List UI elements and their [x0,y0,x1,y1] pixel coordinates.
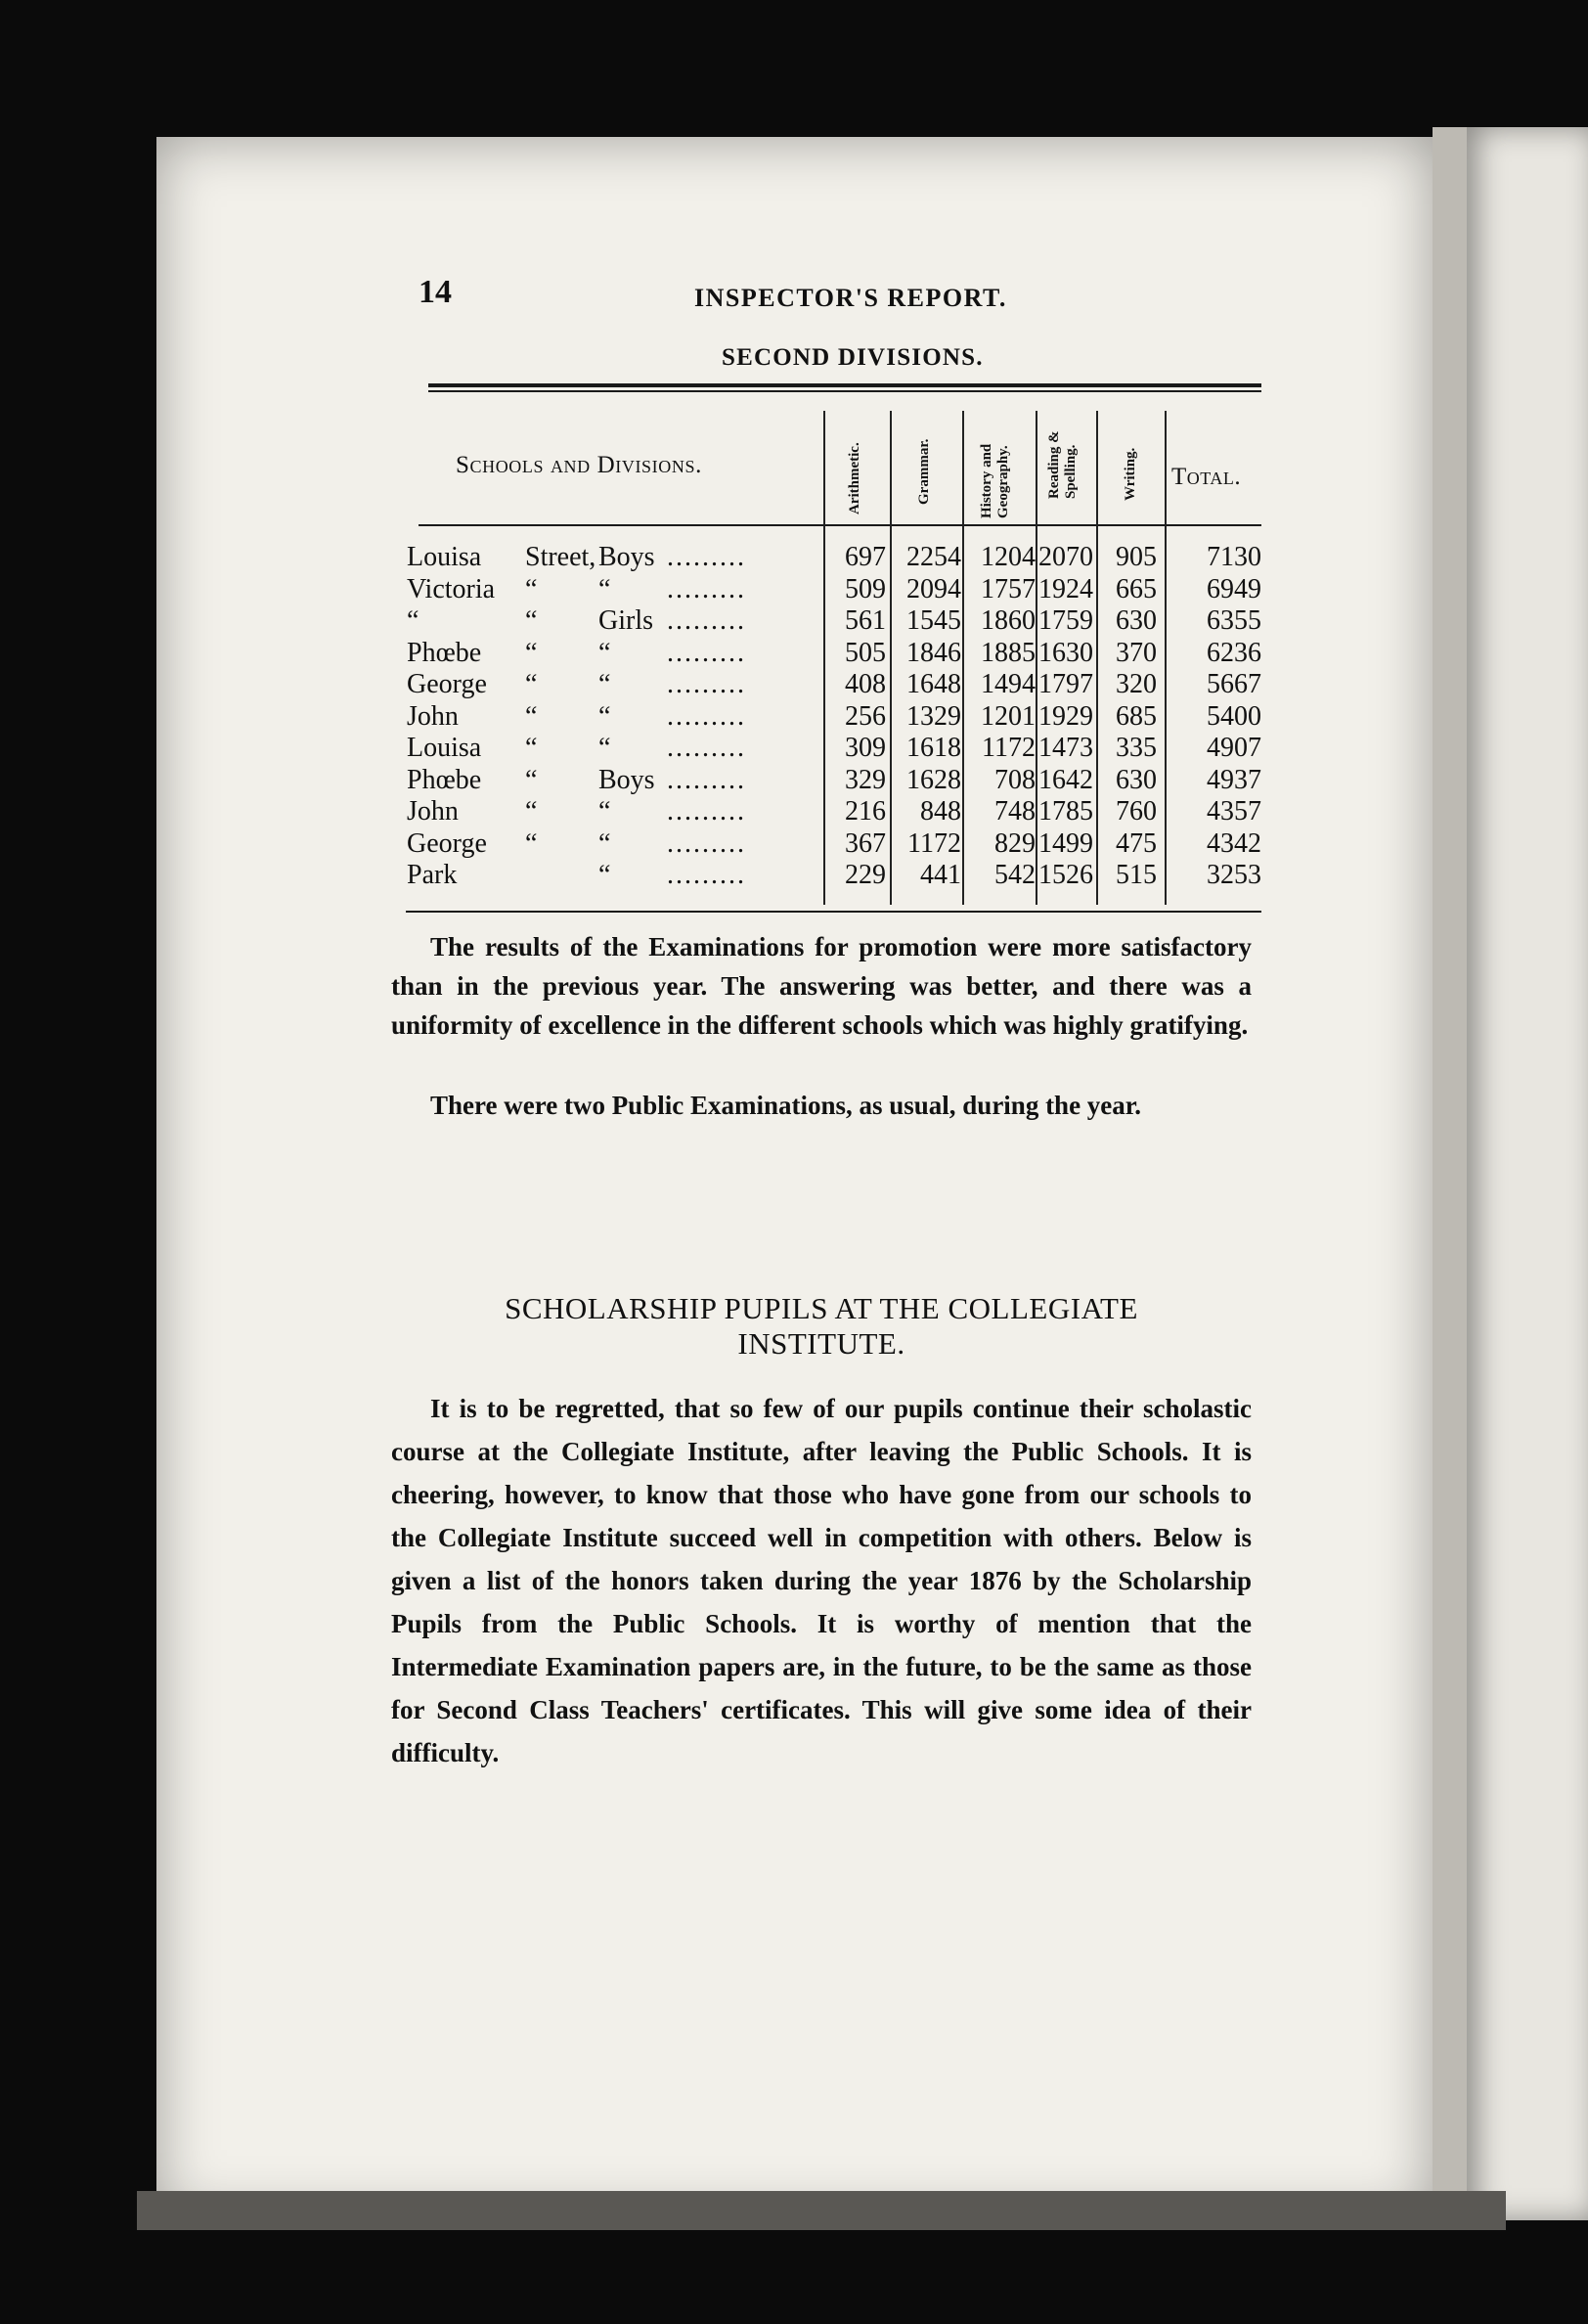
school-name: Phœbe [407,764,482,795]
total-value: 6949 [1207,573,1261,604]
total-value: 4342 [1207,827,1261,859]
total-value: 3253 [1207,860,1261,890]
school-street: “ [525,700,538,732]
column-header-grammar: Grammar. [916,438,932,505]
grammar-value: 441 [920,860,961,890]
facing-page-strip [1467,127,1588,2220]
history-value: 542 [994,860,1036,890]
column-header-reading-line1: Reading & [1046,430,1062,499]
grammar-value: 1329 [906,700,961,732]
grammar-value: 2254 [906,542,961,572]
writing-value: 685 [1116,700,1157,732]
school-name: Park [407,860,458,890]
table-row [0,605,1588,636]
total-value: 4937 [1207,764,1261,795]
reading-value: 2070 [1038,542,1093,572]
writing-value: 760 [1116,796,1157,827]
division-name: “ [598,573,611,604]
paragraph-public-exams [391,1086,1252,1125]
table-row [0,860,1588,890]
school-name: George [407,669,487,699]
scholarship-heading-line2: INSTITUTE. [737,1326,905,1361]
school-street: Street, [525,542,596,572]
division-name: Boys [598,764,655,795]
grammar-value: 1846 [906,637,961,668]
reading-value: 1526 [1038,860,1093,890]
school-name: Phœbe [407,637,482,668]
leader-dots: ......... [667,605,746,636]
table-row [0,574,1588,604]
column-header-reading [1046,430,1080,499]
writing-value: 370 [1116,637,1157,668]
arithmetic-value: 216 [845,796,886,827]
reading-value: 1785 [1038,796,1093,827]
header-bottom-rule [419,524,1261,526]
table-row [0,765,1588,795]
total-value: 6355 [1207,605,1261,636]
school-name: George [407,827,487,859]
writing-value: 630 [1116,605,1157,636]
table-row [0,669,1588,699]
total-value: 4357 [1207,796,1261,827]
leader-dots: ......... [667,860,746,890]
page-number: 14 [419,274,452,310]
schools-header: Schools and Divisions. [456,452,702,478]
school-name: Louisa [407,733,482,763]
writing-value: 335 [1116,733,1157,763]
table-top-rule-thin [428,390,1261,392]
history-value: 829 [994,827,1036,859]
total-header: Total. [1171,464,1242,490]
paragraph-public-exams-text: There were two Public Examinations, as usual, during the year. [430,1091,1142,1120]
reading-value: 1759 [1038,605,1093,636]
division-name: “ [598,733,611,763]
table-row [0,638,1588,668]
arithmetic-value: 505 [845,637,886,668]
table-row [0,796,1588,827]
page [156,137,1433,2220]
school-street: “ [525,827,538,859]
history-value: 1201 [981,700,1036,732]
reading-value: 1929 [1038,700,1093,732]
writing-value: 630 [1116,764,1157,795]
table-bottom-rule [406,911,1261,913]
history-value: 708 [994,764,1036,795]
paragraph-scholarship [391,1387,1252,1774]
reading-value: 1473 [1038,733,1093,763]
column-header-arithmetic: Arithmetic. [847,442,862,514]
table-row [0,542,1588,572]
column-header-writing: Writing. [1123,447,1138,501]
school-street: “ [525,733,538,763]
arithmetic-value: 509 [845,573,886,604]
paragraph-results [391,927,1252,1045]
column-header-reading-line2: Spelling. [1063,444,1079,499]
column-header-history-line1: History and [979,443,994,518]
division-name: “ [598,637,611,668]
running-head: INSPECTOR'S REPORT. [694,284,1007,312]
grammar-value: 1628 [906,764,961,795]
writing-value: 475 [1116,827,1157,859]
division-name: Boys [598,542,655,572]
writing-value: 515 [1116,860,1157,890]
reading-value: 1499 [1038,827,1093,859]
grammar-value: 848 [920,796,961,827]
leader-dots: ......... [667,700,746,732]
arithmetic-value: 229 [845,860,886,890]
column-header-history-line2: Geography. [995,445,1011,518]
division-name: “ [598,827,611,859]
school-name: John [407,796,459,827]
leader-dots: ......... [667,796,746,827]
leader-dots: ......... [667,637,746,668]
arithmetic-value: 256 [845,700,886,732]
grammar-value: 1172 [907,827,961,859]
total-value: 7130 [1207,542,1261,572]
leader-dots: ......... [667,733,746,763]
grammar-value: 1545 [906,605,961,636]
history-value: 1172 [982,733,1036,763]
total-value: 6236 [1207,637,1261,668]
scholarship-heading-line1: SCHOLARSHIP PUPILS AT THE COLLEGIATE [505,1291,1138,1325]
history-value: 1885 [981,637,1036,668]
history-value: 1494 [981,669,1036,699]
history-value: 1204 [981,542,1036,572]
school-name: Louisa [407,542,482,572]
reading-value: 1924 [1038,573,1093,604]
reading-value: 1797 [1038,669,1093,699]
school-street: “ [525,637,538,668]
school-name: Victoria [407,573,496,604]
table-row [0,733,1588,763]
school-street: “ [525,669,538,699]
leader-dots: ......... [667,542,746,572]
school-name: John [407,700,459,732]
grammar-value: 1618 [906,733,961,763]
grammar-value: 2094 [906,573,961,604]
reading-value: 1630 [1038,637,1093,668]
history-value: 1757 [981,573,1036,604]
school-street: “ [525,573,538,604]
paragraph-scholarship-text: It is to be regretted, that so few of our pupils continue their scholastic course at the Collegiate Institute, after leaving the Public Schools. It is cheering, however, to know that those who have gone from our schools to the Collegiate Institute succeed well in competition with others. Below is given a list of the honors taken during the year 1876 by the Scholarship Pupils from the Public Schools. It is worthy of mention that the Intermediate Examination papers are, in the future, to be the same as those for Second Class Teachers' certificates. This will give some idea of their difficulty. [391,1394,1252,1767]
school-name: “ [407,605,419,636]
arithmetic-value: 309 [845,733,886,763]
division-name: “ [598,860,611,890]
table-row [0,828,1588,859]
arithmetic-value: 329 [845,764,886,795]
writing-value: 320 [1116,669,1157,699]
column-header-history [979,444,1012,518]
total-value: 4907 [1207,733,1261,763]
division-name: “ [598,669,611,699]
school-street: “ [525,764,538,795]
writing-value: 665 [1116,573,1157,604]
table-row [0,701,1588,732]
arithmetic-value: 561 [845,605,886,636]
scholarship-heading [391,1291,1252,1362]
division-name: “ [598,700,611,732]
school-street: “ [525,796,538,827]
arithmetic-value: 408 [845,669,886,699]
arithmetic-value: 367 [845,827,886,859]
writing-value: 905 [1116,542,1157,572]
paragraph-results-text: The results of the Examinations for promotion were more satisfactory than in the previous year. The answering was better, and there was a uniformity of excellence in the different schools which was highly gratifying. [391,932,1252,1040]
leader-dots: ......... [667,764,746,795]
total-value: 5400 [1207,700,1261,732]
history-value: 1860 [981,605,1036,636]
history-value: 748 [994,796,1036,827]
table-top-rule [428,383,1261,387]
section-title: SECOND DIVISIONS. [722,344,984,371]
page-bottom-shadow [137,2191,1506,2230]
leader-dots: ......... [667,669,746,699]
leader-dots: ......... [667,827,746,859]
arithmetic-value: 697 [845,542,886,572]
division-name: “ [598,796,611,827]
division-name: Girls [598,605,653,636]
school-street: “ [525,605,538,636]
grammar-value: 1648 [906,669,961,699]
total-value: 5667 [1207,669,1261,699]
leader-dots: ......... [667,573,746,604]
reading-value: 1642 [1038,764,1093,795]
